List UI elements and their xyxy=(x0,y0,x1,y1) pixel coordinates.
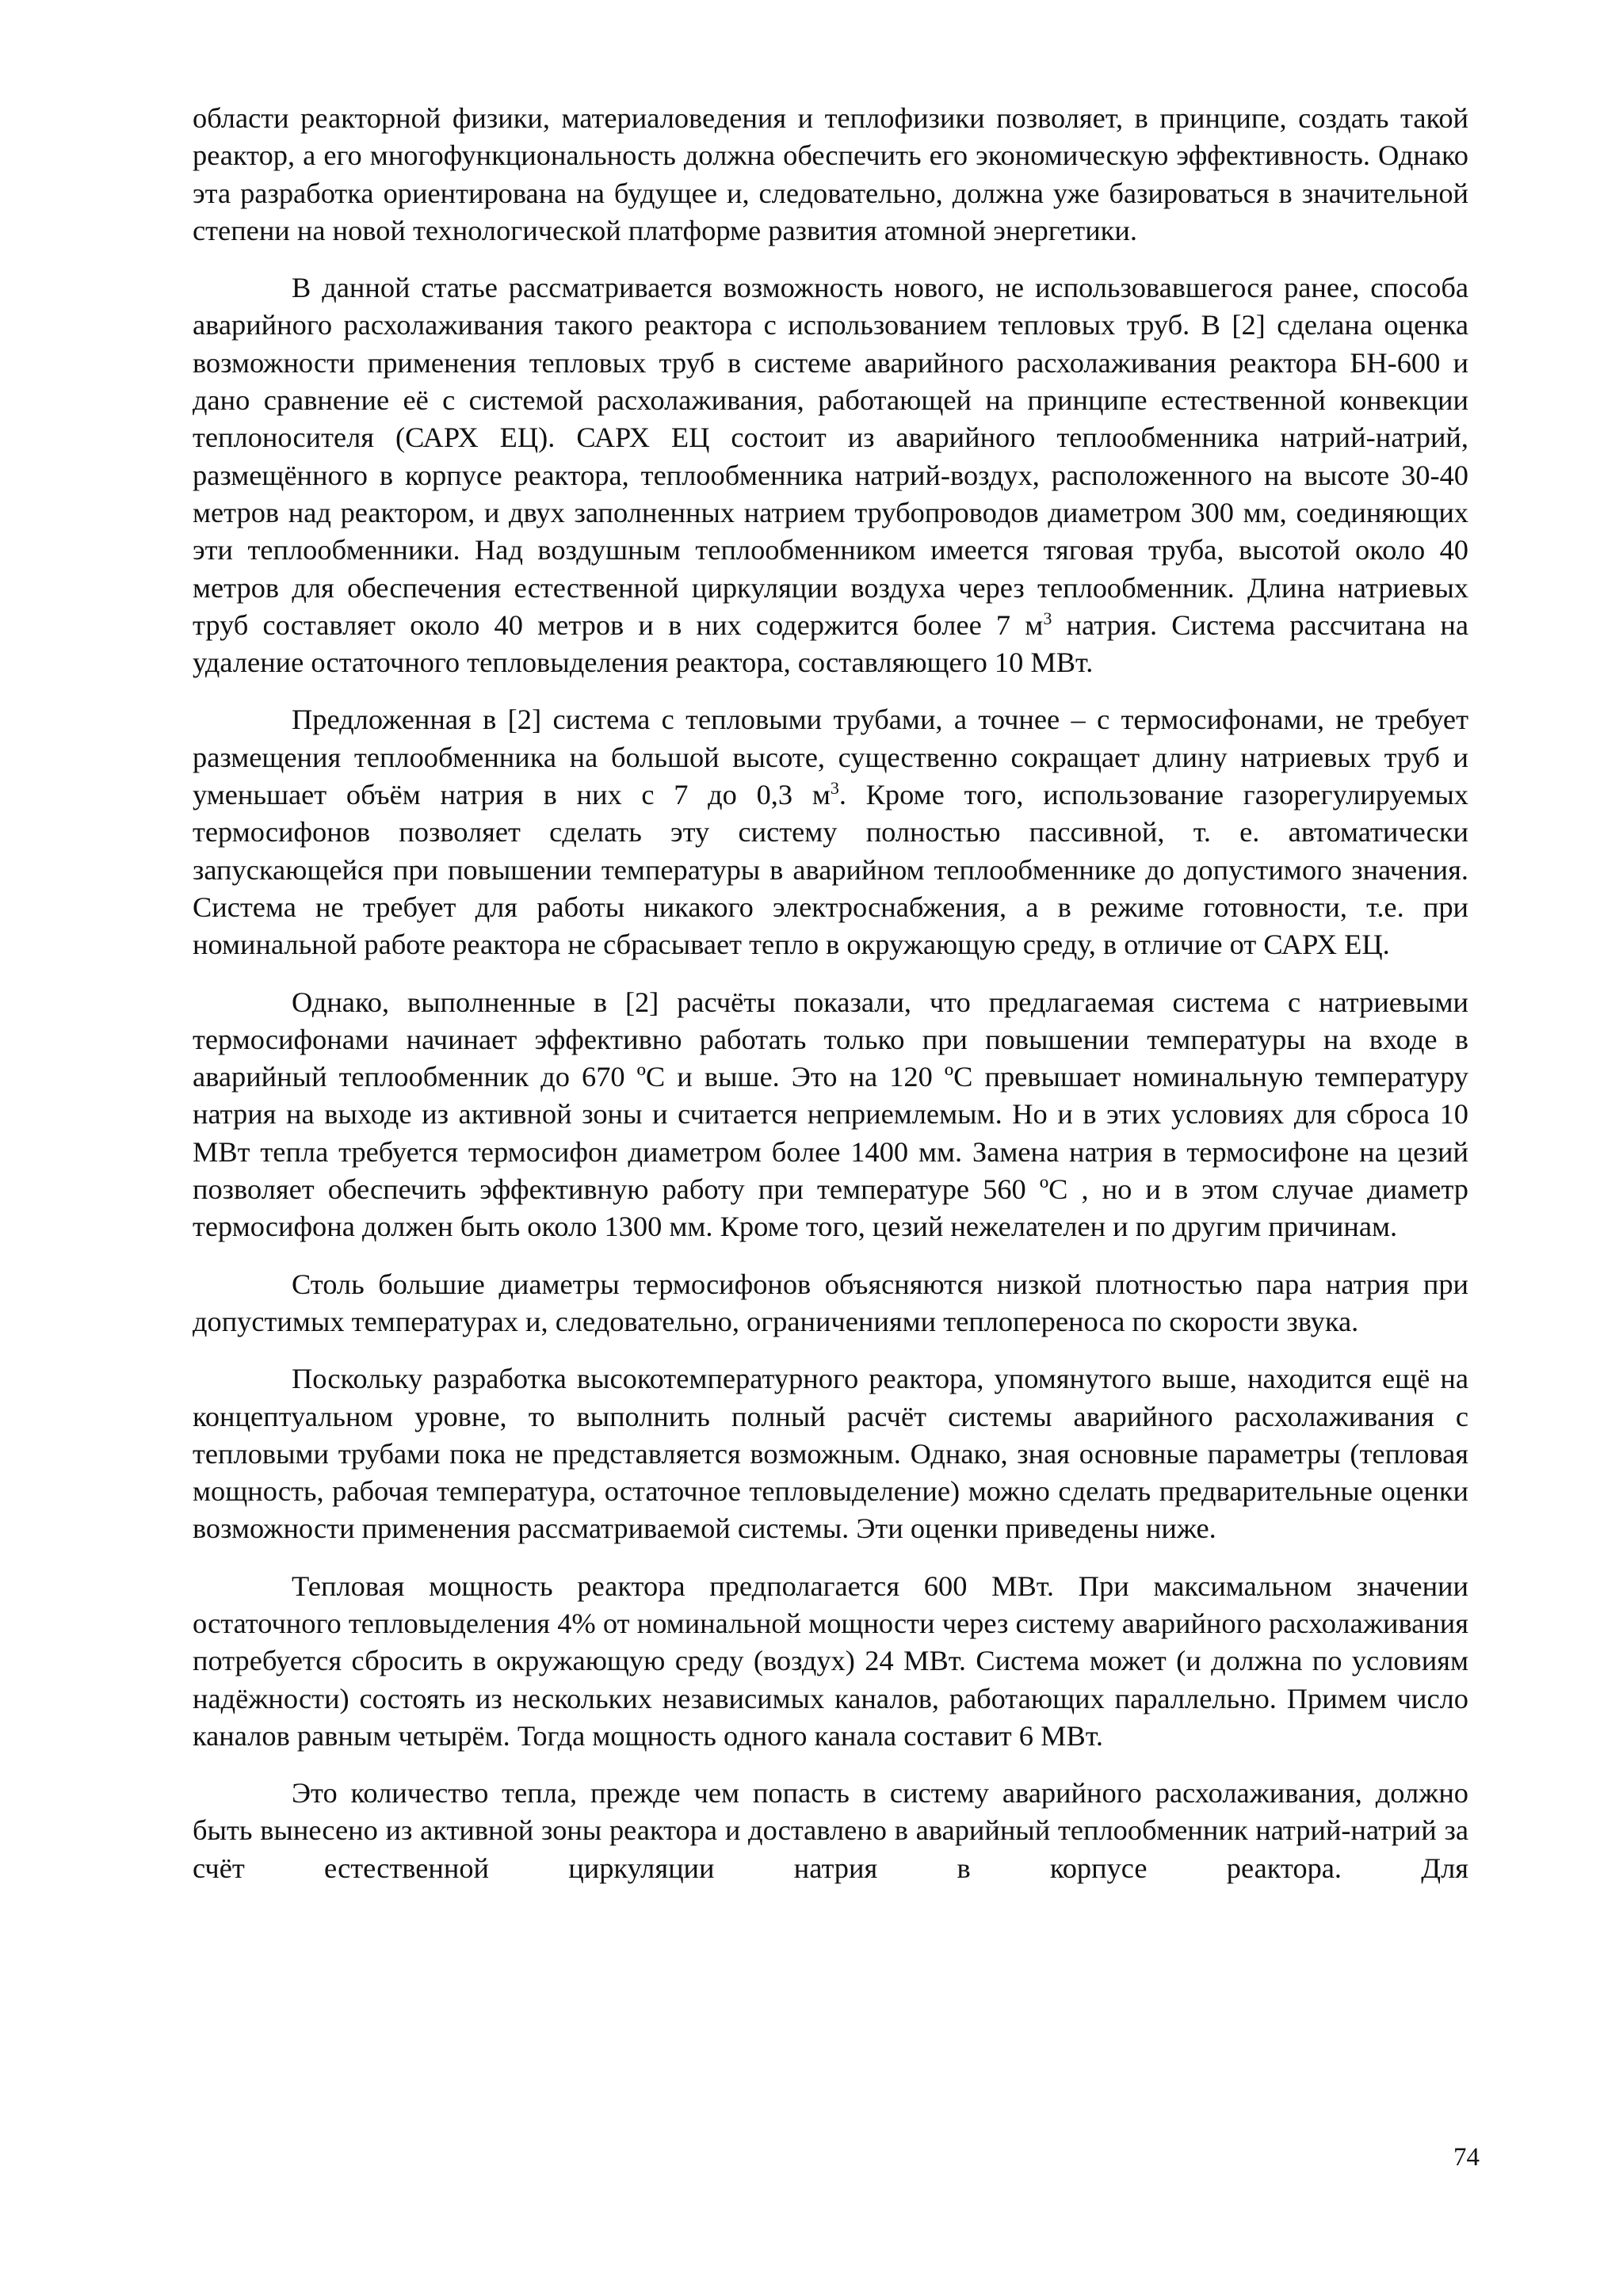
page-number: 74 xyxy=(1453,2143,1480,2172)
paragraph-2 xyxy=(193,269,1468,681)
superscript-cubic: 3 xyxy=(830,777,839,798)
paragraph-6: Поскольку разработка высокотемпературного реактора, упомянутого выше, находится ещё на концептуальном уровне, то выполнить полный расчёт системы аварийного расхолаживания с тепловыми трубами пока не представляется возможным. Однако, зная основные параметры (тепловая мощность, рабочая температура, остаточное тепловыделение) можно сделать предварительные оценки возможности применения рассматриваемой системы. Эти оценки приведены ниже. xyxy=(193,1363,1468,1545)
paragraph-3-text-b: . Кроме того, использование газорегулируемых термосифонов позволяет сделать эту систему полностью пассивной, т. е. автоматически запускающейся при повышении температуры в аварийном теплообменнике до допустимого значения. Система не требует для работы никакого электроснабжения, а в режиме готовности, т.е. при номинальной работе реактора не сбрасывает тепло в окружающую среду, в отличие от САРХ ЕЦ. xyxy=(193,779,1468,961)
document-body xyxy=(193,100,1468,1887)
paragraph-3-text-a: Предложенная в [2] система с тепловыми трубами, а точнее – с термосифонами, не требует размещения теплообменника на большой высоте, существенно сокращает длину натриевых труб и уменьшает объём натрия в них с 7 до 0,3 м xyxy=(193,704,1468,811)
paragraph-1: области реакторной физики, материаловедения и теплофизики позволяет, в принципе, создать такой реактор, а его многофункциональность должна обеспечить его экономическую эффективность. Однако эта разработка ориентирована на будущее и, следовательно, должна уже базироваться в значительной степени на новой технологической платформе развития атомной энергетики. xyxy=(193,102,1468,246)
superscript-cubic: 3 xyxy=(1043,608,1052,628)
paragraph-5: Столь большие диаметры термосифонов объясняются низкой плотностью пара натрия при допустимых температурах и, следовательно, ограничениями теплопереноса по скорости звука. xyxy=(193,1268,1468,1337)
paragraph-2-text-b: натрия. Система рассчитана на удаление остаточного тепловыделения реактора, составляющего 10 МВт. xyxy=(193,608,1469,679)
paragraph-7: Тепловая мощность реактора предполагается 600 МВт. При максимальном значении остаточного тепловыделения 4% от номинальной мощности через систему аварийного расхолаживания потребуется сбросить в окружающую среду (воздух) 24 МВт. Система может (и должна по условиям надёжности) состоять из нескольких независимых каналов, работающих параллельно. Примем число каналов равным четырём. Тогда мощность одного канала составит 6 МВт. xyxy=(193,1569,1468,1752)
paragraph-3 xyxy=(193,701,1468,963)
paragraph-8: Это количество тепла, прежде чем попасть в систему аварийного расхолаживания, должно быть вынесено из активной зоны реактора и доставлено в аварийный теплообменник натрий-натрий за счёт естественной циркуляции натрия в корпусе реактора. Для xyxy=(193,1777,1468,1884)
paragraph-2-text-a: В данной статье рассматривается возможность нового, не использовавшегося ранее, способа аварийного расхолаживания такого реактора с использованием тепловых труб. В [2] сделана оценка возможности применения тепловых труб в системе аварийного расхолаживания реактора БН-600 и дано сравнение её с системой расхолаживания, работающей на принципе естественной конвекции теплоносителя (САРХ ЕЦ). САРХ ЕЦ состоит из аварийного теплообменника натрий-натрий, размещённого в корпусе реактора, теплообменника натрий-воздух, расположенного на высоте 30-40 метров над реактором, и двух заполненных натрием трубопроводов диаметром 300 мм, соединяющих эти теплообменники. Над воздушным теплообменником имеется тяговая труба, высотой около 40 метров для обеспечения естественной циркуляции воздуха через теплообменник. Длина натриевых труб составляет около 40 метров и в них содержится более 7 м xyxy=(193,272,1468,641)
paragraph-4: Однако, выполненные в [2] расчёты показали, что предлагаемая система с натриевыми термосифонами начинает эффективно работать только при повышении температуры на входе в аварийный теплообменник до 670 ºС и выше. Это на 120 ºС превышает номинальную температуру натрия на выходе из активной зоны и считается неприемлемым. Но и в этих условиях для сброса 10 МВт тепла требуется термосифон диаметром более 1400 мм. Замена натрия в термосифоне на цезий позволяет обеспечить эффективную работу при температуре 560 ºС , но и в этом случае диаметр термосифона должен быть около 1300 мм. Кроме того, цезий нежелателен и по другим причинам. xyxy=(193,986,1468,1243)
